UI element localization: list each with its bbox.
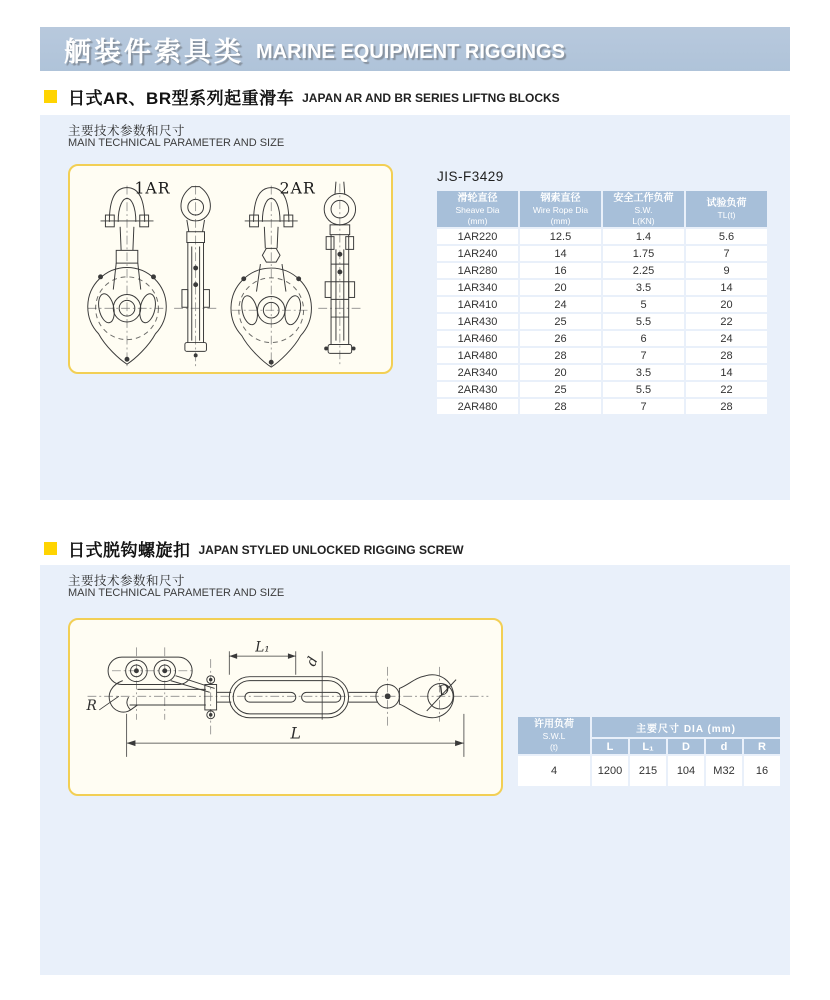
table-cell: 16 <box>520 263 601 278</box>
standard-number-label: JIS-F3429 <box>437 169 504 184</box>
yellow-bullet-icon <box>44 542 57 555</box>
table-cell: 5 <box>603 297 684 312</box>
table-cell: 1AR430 <box>437 314 518 329</box>
table-cell: 1.4 <box>603 229 684 244</box>
column-header-wire-rope-dia: 钢索直径 Wire Rope Dia (mm) <box>520 191 601 227</box>
table-cell: 5.5 <box>603 314 684 329</box>
table-cell: 7 <box>603 399 684 414</box>
table-cell: 1AR340 <box>437 280 518 295</box>
section1-subtitle-en: MAIN TECHNICAL PARAMETER AND SIZE <box>68 137 285 149</box>
yellow-bullet-icon <box>44 90 57 103</box>
table-cell: 9 <box>686 263 767 278</box>
table-cell: 1AR460 <box>437 331 518 346</box>
section2-subtitle-en: MAIN TECHNICAL PARAMETER AND SIZE <box>68 587 285 599</box>
table-row <box>437 399 767 414</box>
lifting-blocks-table <box>435 189 769 416</box>
column-header-R: R <box>744 739 780 754</box>
table-cell: 5.5 <box>603 382 684 397</box>
table-cell: 28 <box>520 399 601 414</box>
table-cell: 14 <box>686 280 767 295</box>
table-row <box>437 263 767 278</box>
table-cell: 2AR430 <box>437 382 518 397</box>
dim-label-l1: L₁ <box>255 639 270 656</box>
table-cell: 28 <box>520 348 601 363</box>
table-row <box>437 365 767 380</box>
table-cell: 28 <box>686 348 767 363</box>
table-cell: 2AR340 <box>437 365 518 380</box>
dim-label-big-d: D <box>436 681 452 700</box>
table-cell: 1AR240 <box>437 246 518 261</box>
table-cell: 7 <box>686 246 767 261</box>
section2-title <box>44 536 464 561</box>
drawing-label-1ar: 1AR <box>134 178 171 198</box>
table-header-row <box>437 191 767 227</box>
table-cell: 16 <box>744 756 780 786</box>
table-cell: 2.25 <box>603 263 684 278</box>
rigging-screw-table <box>516 715 782 788</box>
table-cell: 215 <box>630 756 666 786</box>
table-cell: 1AR280 <box>437 263 518 278</box>
rigging-screw-drawing-svg <box>70 620 501 794</box>
column-header-test-load: 试验负荷 TL(t) <box>686 191 767 227</box>
table-cell: 20 <box>520 280 601 295</box>
table-cell: 28 <box>686 399 767 414</box>
rigging-screw-drawing <box>68 618 503 796</box>
table-cell: 6 <box>603 331 684 346</box>
table-cell: 2AR480 <box>437 399 518 414</box>
table-cell: 5.6 <box>686 229 767 244</box>
table-cell: 104 <box>668 756 704 786</box>
section1-title-zh: 日式AR、BR型系列起重滑车 <box>68 89 295 108</box>
table-row <box>437 297 767 312</box>
table-cell: 24 <box>520 297 601 312</box>
table-cell: 25 <box>520 314 601 329</box>
table-cell: 22 <box>686 314 767 329</box>
column-header-swl: 许用负荷 S.W.L (t) <box>518 717 590 754</box>
table-cell: 14 <box>520 246 601 261</box>
table-row <box>437 331 767 346</box>
drawing-label-2ar: 2AR <box>279 178 316 198</box>
table-cell: 20 <box>686 297 767 312</box>
dim-label-l: L <box>290 723 301 743</box>
table-cell: 1AR220 <box>437 229 518 244</box>
section1-title-en: JAPAN AR AND BR SERIES LIFTNG BLOCKS <box>302 91 560 105</box>
column-header-L: L <box>592 739 628 754</box>
column-header-sheave-dia: 滑轮直径 Sheave Dia (mm) <box>437 191 518 227</box>
lifting-blocks-drawing-svg <box>70 166 391 372</box>
lifting-blocks-drawing <box>68 164 393 374</box>
table-cell: 1AR480 <box>437 348 518 363</box>
table-cell: 20 <box>520 365 601 380</box>
column-header-D: D <box>668 739 704 754</box>
dim-label-d: d <box>303 654 322 669</box>
banner-title-en: MARINE EQUIPMENT RIGGINGS <box>256 40 565 63</box>
dim-label-r: R <box>86 697 97 714</box>
table-row <box>437 348 767 363</box>
table-header-row <box>518 717 780 737</box>
table-cell: 22 <box>686 382 767 397</box>
table-cell: 1.75 <box>603 246 684 261</box>
column-group-header-dimensions: 主要尺寸 DIA (mm) <box>592 717 780 737</box>
section2-title-en: JAPAN STYLED UNLOCKED RIGGING SCREW <box>198 543 464 557</box>
banner-title-zh: 舾装件索具类 <box>64 36 244 67</box>
table-cell: 3.5 <box>603 280 684 295</box>
table-cell: 3.5 <box>603 365 684 380</box>
table-cell: M32 <box>706 756 742 786</box>
table-cell: 7 <box>603 348 684 363</box>
table-cell: 1200 <box>592 756 628 786</box>
page-banner <box>40 27 790 71</box>
section2-subtitle-zh: 主要技术参数和尺寸 <box>68 574 186 588</box>
section2-title-zh: 日式脱钩螺旋扣 <box>68 541 191 560</box>
table-cell: 4 <box>518 756 590 786</box>
table-row <box>437 280 767 295</box>
table-row <box>437 382 767 397</box>
table-cell: 12.5 <box>520 229 601 244</box>
table-cell: 25 <box>520 382 601 397</box>
table-cell: 14 <box>686 365 767 380</box>
table-cell: 26 <box>520 331 601 346</box>
section1-title <box>44 84 560 109</box>
table-row <box>518 756 780 786</box>
section1-subtitle-zh: 主要技术参数和尺寸 <box>68 124 186 138</box>
table-cell: 24 <box>686 331 767 346</box>
table-row <box>437 229 767 244</box>
column-header-swl: 安全工作负荷 S.W. L(KN) <box>603 191 684 227</box>
table-cell: 1AR410 <box>437 297 518 312</box>
column-header-L1: L₁ <box>630 739 666 754</box>
table-row <box>437 246 767 261</box>
column-header-d: d <box>706 739 742 754</box>
table-row <box>437 314 767 329</box>
